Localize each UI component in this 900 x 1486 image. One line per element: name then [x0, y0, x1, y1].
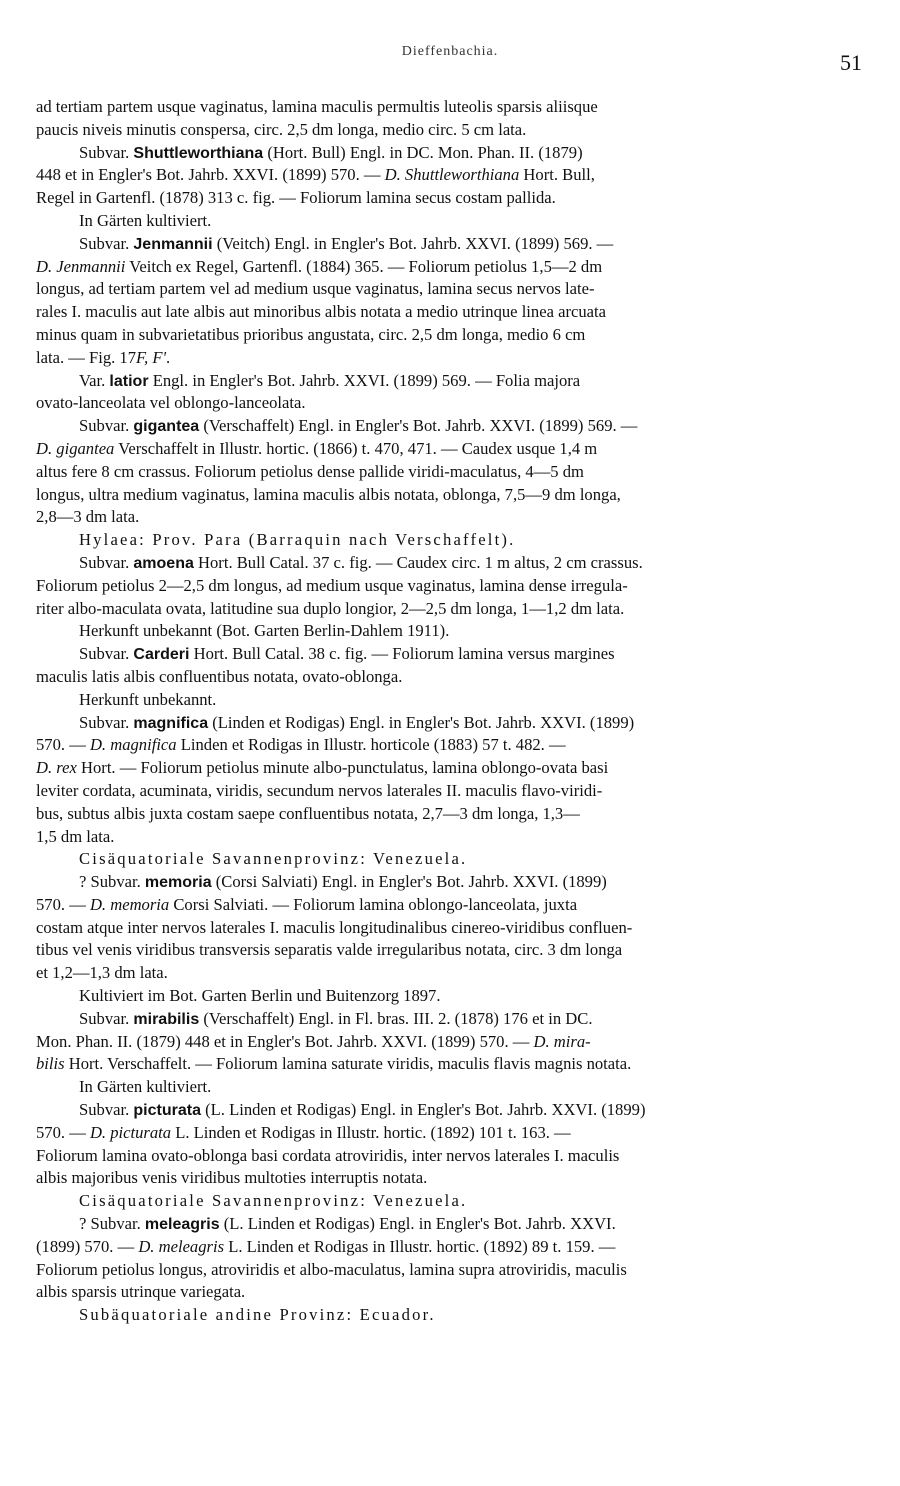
- label: Subvar.: [79, 1008, 134, 1028]
- text-span: Verschaffelt in Illustr. hortic. (1866) t. 470, 471. — Caudex usque 1,4 m: [114, 438, 598, 458]
- taxon-name: Shuttleworthiana: [133, 144, 264, 162]
- citation: (Verschaffelt) Engl. in Engler's Bot. Jahrb. XXVI. (1899) 569. —: [199, 416, 638, 436]
- text-span: Hort. Bull,: [519, 165, 595, 185]
- text-span: lata. — Fig. 17: [36, 347, 137, 367]
- text-span: Veitch ex Regel, Gartenfl. (1884) 365. — Foliorum petiolus 1,5—2 dm: [125, 256, 603, 276]
- text-line: Regel in Gartenfl. (1878) 313 c. fig. — Foliorum lamina secus costam pallida.: [36, 188, 556, 208]
- text-line: longus, ad tertiam partem vel ad medium usque vaginatus, lamina secus nervos late-: [36, 279, 595, 299]
- subvar-heading: [36, 643, 866, 666]
- citation: (Hort. Bull) Engl. in DC. Mon. Phan. II. (1879): [263, 142, 583, 162]
- text-line: riter albo-maculata ovata, latitudine sua duplo longior, 2—2,5 dm longa, 1—1,2 dm lata.: [36, 598, 625, 618]
- label: ? Subvar.: [79, 872, 145, 892]
- taxon-name: memoria: [144, 874, 212, 892]
- label: Subvar.: [79, 712, 134, 732]
- text-line: ovato-lanceolata vel oblongo-lanceolata.: [36, 393, 306, 413]
- text-line: ad tertiam partem usque vaginatus, lamina maculis permultis luteolis sparsis aliisque: [36, 97, 598, 116]
- body-text: [36, 96, 866, 1327]
- citation: (Veitch) Engl. in Engler's Bot. Jahrb. XXVI. (1899) 569. —: [212, 233, 614, 253]
- text-line: [36, 894, 866, 917]
- text-line: rales I. maculis aut late albis aut minoribus albis notata a medio utrinque linea arcuata: [36, 302, 606, 322]
- text-line: 2,8—3 dm lata.: [36, 507, 140, 527]
- label: Subvar.: [79, 142, 134, 162]
- distribution: In Gärten kultiviert.: [79, 1077, 212, 1097]
- text-line: tibus vel venis viridibus transversis separatis valde irregularibus notata, circ. 3 dm longa: [36, 940, 623, 960]
- subvar-heading: [36, 233, 866, 256]
- taxon-name: amoena: [133, 554, 194, 572]
- synonym: D. picturata: [89, 1122, 172, 1142]
- subvar-heading: [36, 415, 866, 438]
- text-span: .: [166, 347, 171, 367]
- text-line: [36, 1236, 866, 1259]
- text-line: [36, 757, 866, 780]
- text-line: bus, subtus albis juxta costam saepe confluentibus notata, 2,7—3 dm longa, 1,3—: [36, 803, 580, 823]
- subvar-heading: [36, 1099, 866, 1122]
- subvar-heading: [36, 142, 866, 165]
- text-line: [36, 347, 866, 370]
- text-span: 570. —: [36, 894, 90, 914]
- text-line: maculis latis albis confluentibus notata, ovato-oblonga.: [36, 666, 403, 686]
- citation: (Linden et Rodigas) Engl. in Engler's Bot. Jahrb. XXVI. (1899): [208, 712, 635, 732]
- synonym: D. magnifica: [89, 735, 177, 755]
- subvar-heading: [36, 871, 866, 894]
- text-span: 570. —: [36, 1122, 90, 1142]
- citation: (Verschaffelt) Engl. in Fl. bras. III. 2. (1878) 176 et in DC.: [199, 1008, 593, 1028]
- synonym: D. Shuttleworthiana: [384, 165, 520, 185]
- text-line: 1,5 dm lata.: [36, 826, 115, 846]
- text-span: Mon. Phan. II. (1879) 448 et in Engler's Bot. Jahrb. XXVI. (1899) 570. —: [36, 1031, 534, 1051]
- text-line: leviter cordata, acuminata, viridis, secundum nervos laterales II. maculis flavo-viridi-: [36, 780, 603, 800]
- synonym: D. mira-: [533, 1031, 591, 1051]
- text-span: 570. —: [36, 735, 90, 755]
- text-line: Foliorum petiolus longus, atroviridis et albo-maculatus, lamina supra atroviridis, maculis: [36, 1259, 627, 1279]
- text-span: L. Linden et Rodigas in Illustr. hortic. (1892) 101 t. 163. —: [171, 1122, 571, 1142]
- citation: (L. Linden et Rodigas) Engl. in Engler's Bot. Jahrb. XXVI.: [219, 1214, 616, 1234]
- subvar-heading: [36, 712, 866, 735]
- text-span: L. Linden et Rodigas in Illustr. hortic. (1892) 89 t. 159. —: [224, 1236, 616, 1256]
- citation: (L. Linden et Rodigas) Engl. in Engler's Bot. Jahrb. XXVI. (1899): [200, 1100, 646, 1120]
- text-line: [36, 734, 866, 757]
- synonym: D. memoria: [89, 894, 170, 914]
- subvar-heading: [36, 1213, 866, 1236]
- citation: (Corsi Salviati) Engl. in Engler's Bot. Jahrb. XXVI. (1899): [211, 872, 607, 892]
- label: ? Subvar.: [79, 1214, 145, 1234]
- taxon-name: picturata: [133, 1102, 201, 1120]
- subvar-heading: [36, 552, 866, 575]
- taxon-name: Jenmannii: [133, 235, 213, 253]
- text-line: et 1,2—1,3 dm lata.: [36, 963, 168, 983]
- distribution: Kultiviert im Bot. Garten Berlin und Buitenzorg 1897.: [79, 986, 441, 1006]
- figure-ref: F, F': [136, 347, 167, 367]
- text-line: Foliorum petiolus 2—2,5 dm longus, ad medium usque vaginatus, lamina dense irregula-: [36, 575, 628, 595]
- taxon-name: mirabilis: [133, 1010, 200, 1028]
- text-line: costam atque inter nervos laterales I. maculis longitudinalibus cinereo-viridibus confluen-: [36, 917, 633, 937]
- synonym: bilis: [36, 1054, 65, 1074]
- synonym: D. meleagris: [138, 1236, 225, 1256]
- text-line: minus quam in subvarietatibus prioribus angustata, circ. 2,5 dm longa, medio 6 cm: [36, 324, 586, 344]
- text-span: Hort. Verschaffelt. — Foliorum lamina saturate viridis, maculis flavis magnis notata.: [64, 1054, 632, 1074]
- synonym: D. gigantea: [36, 438, 115, 458]
- taxon-name: meleagris: [144, 1216, 220, 1234]
- taxon-name: latior: [109, 372, 149, 390]
- page-number: 51: [840, 50, 862, 75]
- text-line: [36, 438, 866, 461]
- taxon-name: Carderi: [133, 646, 190, 664]
- citation: Hort. Bull Catal. 37 c. fig. — Caudex circ. 1 m altus, 2 cm crassus.: [193, 552, 643, 572]
- distribution: In Gärten kultiviert.: [79, 210, 212, 230]
- label: Subvar.: [79, 416, 134, 436]
- text-span: Corsi Salviati. — Foliorum lamina oblongo-lanceolata, juxta: [169, 894, 578, 914]
- text-span: Linden et Rodigas in Illustr. horticole (1883) 57 t. 482. —: [176, 735, 566, 755]
- label: Subvar.: [79, 1100, 134, 1120]
- text-span: 448 et in Engler's Bot. Jahrb. XXVI. (1899) 570. —: [36, 165, 385, 185]
- text-line: Foliorum lamina ovato-oblonga basi cordata atroviridis, inter nervos laterales I. maculis: [36, 1145, 620, 1165]
- running-head: Dieffenbachia.: [401, 44, 499, 59]
- var-heading: [36, 370, 866, 393]
- text-span: Hort. — Foliorum petiolus minute albo-punctulatus, lamina oblongo-ovata basi: [76, 758, 609, 778]
- label: Subvar.: [79, 644, 134, 664]
- label: Var.: [79, 370, 110, 390]
- text-line: [36, 1031, 866, 1054]
- text-line: longus, ultra medium vaginatus, lamina maculis albis notata, oblonga, 7,5—9 dm longa,: [36, 484, 621, 504]
- taxon-name: gigantea: [133, 418, 200, 436]
- text-line: altus fere 8 cm crassus. Foliorum petiolus dense pallide viridi-maculatus, 4—5 dm: [36, 461, 584, 481]
- text-line: albis sparsis utrinque variegata.: [36, 1282, 246, 1302]
- text-line: [36, 256, 866, 279]
- text-line: [36, 1053, 866, 1076]
- text-line: [36, 1122, 866, 1145]
- label: Subvar.: [79, 233, 134, 253]
- citation: Hort. Bull Catal. 38 c. fig. — Foliorum lamina versus margines: [189, 644, 615, 664]
- citation: Engl. in Engler's Bot. Jahrb. XXVI. (1899) 569. — Folia majora: [148, 370, 581, 390]
- synonym: D. Jenmannii: [36, 256, 126, 276]
- text-span: (1899) 570. —: [36, 1236, 139, 1256]
- label: Subvar.: [79, 552, 134, 572]
- distribution: Cisäquatoriale Savannenprovinz: Venezuela.: [79, 849, 468, 869]
- text-line: [36, 164, 866, 187]
- distribution: Herkunft unbekannt.: [79, 689, 217, 709]
- distribution: Hylaea: Prov. Para (Barraquin nach Verschaffelt).: [79, 530, 516, 550]
- taxon-name: magnifica: [133, 714, 209, 732]
- distribution: Herkunft unbekannt (Bot. Garten Berlin-Dahlem 1911).: [79, 621, 450, 641]
- text-line: albis majoribus venis viridibus multoties interruptis notata.: [36, 1168, 428, 1188]
- synonym: D. rex: [36, 758, 77, 778]
- text-line: paucis niveis minutis conspersa, circ. 2,5 dm longa, medio circ. 5 cm lata.: [36, 119, 527, 139]
- subvar-heading: [36, 1008, 866, 1031]
- distribution: Subäquatoriale andine Provinz: Ecuador.: [79, 1305, 436, 1325]
- distribution: Cisäquatoriale Savannenprovinz: Venezuela.: [79, 1191, 468, 1211]
